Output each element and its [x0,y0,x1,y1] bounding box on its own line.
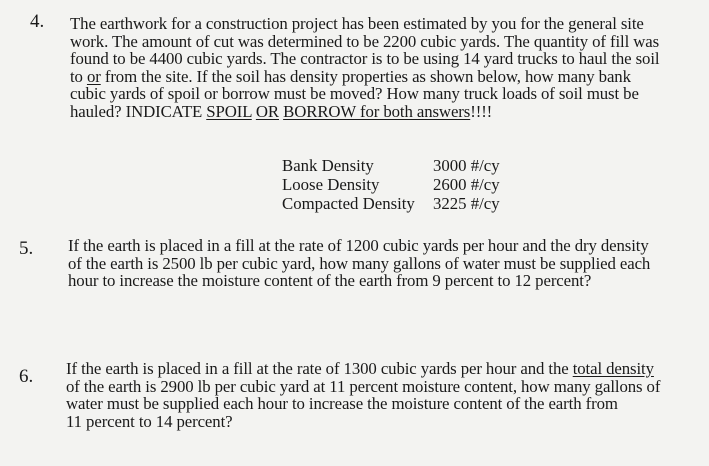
question-4-text [70,15,659,121]
question-4-line: work. The amount of cut was determined to be 2200 cubic yards. The quantity of fill was [70,31,660,51]
question-5-line: hour to increase the moisture content of the earth from 9 percent to 12 percent? [68,271,592,291]
density-value: 3000 #/cy [433,156,500,175]
question-5-line: If the earth is placed in a fill at the rate of 1200 cubic yards per hour and the dry density [68,236,649,255]
question-4-line: found to be 4400 cubic yards. The contractor is to be using 14 yard trucks to haul the soil [70,49,660,69]
density-value: 3225 #/cy [433,194,500,213]
question-6-number: 6. [19,366,34,387]
question-6-line: of the earth is 2900 lb per cubic yard at 11 percent moisture content, how many gallons of [66,376,661,396]
question-4-line: cubic yards of spoil or borrow must be moved? How many truck loads of soil must be [70,84,639,104]
density-value: 2600 #/cy [433,175,500,194]
table-row [282,194,500,213]
density-table [282,156,500,213]
question-4-line: The earthwork for a construction project has been estimated by you for the general site [70,14,644,33]
density-label: Bank Density [282,156,374,175]
table-row [282,156,500,175]
question-4-number: 4. [30,11,45,32]
underlined-spoil: SPOIL [206,101,252,121]
question-6-line: If the earth is placed in a fill at the rate of 1300 cubic yards per hour and the total density [66,359,654,378]
question-5-line: of the earth is 2500 lb per cubic yard, how many gallons of water must be supplied each [68,253,651,273]
question-4-line: to or from the site. If the soil has density properties as shown below, how many bank [70,66,631,86]
question-6-line: water must be supplied each hour to increase the moisture content of the earth from [66,394,618,414]
question-5-number: 5. [19,238,34,259]
density-label: Compacted Density [282,194,415,213]
question-6-text [66,360,660,430]
question-4-line: hauled? INDICATE SPOIL OR BORROW for both answers!!!! [70,101,493,121]
table-row [282,175,500,194]
underlined-or-caps: OR [255,101,279,121]
density-label: Loose Density [282,175,380,194]
question-6-line: 11 percent to 14 percent? [66,411,233,431]
underlined-borrow: BORROW for both answers [283,101,471,121]
underlined-total-density: total density [572,359,654,378]
underlined-or: or [86,66,101,86]
question-5-text [68,237,650,290]
